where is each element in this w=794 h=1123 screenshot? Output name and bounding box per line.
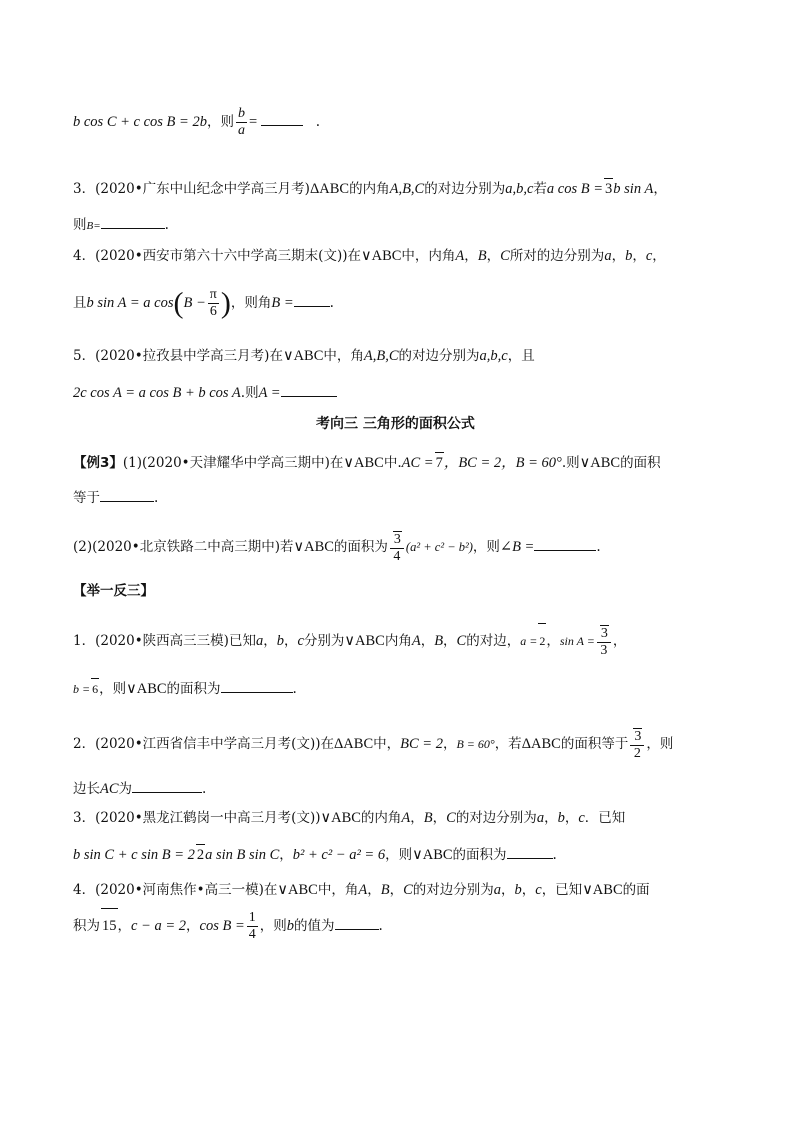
q2-tail-line: b cos C + c cos B = 2b，则 $\frac{b}{a}$ = . — [73, 106, 321, 138]
q3-number: 3． — [73, 181, 96, 197]
q4-fraction: $\frac{\pi}{6}$ — [209, 287, 217, 319]
ex3-p1-source: (2020•天津耀华中学高三期中) — [142, 455, 330, 471]
ex3-p1-answer-blank[interactable] — [100, 487, 154, 502]
j2-line1: 2．(2020•江西省信丰中学高三月考(文))在ΔABC中，BC = 2，B = 60°，若ΔABC的面积等于 $\frac{3}{2}$ ，则 — [73, 728, 674, 761]
ex3-p2-fraction: $\frac{3}{4}$ — [390, 531, 404, 565]
j4-answer-blank[interactable] — [335, 915, 379, 930]
q4-source: (2020•西安市第六十六中学高三期末(文)) — [95, 248, 348, 264]
j4-line2: 积为 15，c − a = 2，cos B = $\frac{1}{4}$ ，则b的值为 . — [73, 910, 383, 942]
ex3-p2-source: (2020•北京铁路二中高三期中) — [92, 539, 280, 555]
j4-line1: 4．(2020•河南焦作•高三一模)在∨ABC中，角A，B，C的对边分别为a，b，c，已知∨ABC的面 — [73, 882, 650, 898]
q3-line1: 3．(2020•广东中山纪念中学高三月考)ΔABC的内角A,B,C的对边分别为a,b,c若a cos B = 3b sin A， — [73, 178, 667, 199]
q3-answer-blank[interactable] — [101, 214, 165, 229]
j3-line2: b sin C + c sin B = 2 2a sin B sin C，b² + c² − a² = 6，则∨ABC的面积为 . — [73, 844, 557, 865]
q2-answer-blank[interactable] — [261, 111, 303, 126]
j2-answer-blank[interactable] — [132, 778, 202, 793]
j1-line1: 1．(2020•陕西高三三模)已知a，b，c分别为∨ABC内角A，B，C的对边，a = 2，sin A = $\frac{3}{3}$ ， — [73, 623, 626, 659]
q4-line2: 且b sin A = a cos(B − $\frac{\pi}{6}$ )，则角B = . — [73, 286, 334, 320]
j3-answer-blank[interactable] — [507, 844, 553, 859]
section-title: 考向三 三角形的面积公式 — [316, 416, 475, 432]
q5-source: (2020•拉孜县中学高三月考) — [95, 348, 270, 364]
j2-fraction: $\frac{3}{2}$ — [630, 728, 644, 762]
j4-source: (2020•河南焦作•高三一模) — [95, 882, 264, 898]
j4-number: 4． — [73, 882, 96, 898]
q5-answer-blank[interactable] — [281, 382, 337, 397]
j1-source: (2020•陕西高三三模) — [95, 633, 229, 649]
j1-number: 1． — [73, 633, 96, 649]
ex3-line1: 【例3】(1)(2020•天津耀华中学高三期中)在∨ABC中.AC = 7，BC = 2，B = 60°.则∨ABC的面积 — [73, 452, 661, 473]
q2-equation: b cos C + c cos B = 2b — [73, 114, 207, 130]
q2-prompt: ，则 — [206, 114, 234, 130]
q4-number: 4． — [73, 248, 96, 264]
q2-fraction: $\frac{b}{a}$ — [237, 106, 245, 138]
q5-line2: 2c cos A = a cos B + b cos A.则A = — [73, 382, 337, 403]
ex3-p2-answer-blank[interactable] — [534, 536, 596, 551]
j2-source: (2020•江西省信丰中学高三月考(文)) — [95, 736, 321, 752]
q3-sqrt: 3 — [604, 178, 613, 199]
ju-yi-fan-san-title: 【举一反三】 — [73, 583, 154, 599]
q3-triangle: ΔABC — [309, 181, 350, 197]
j1-fraction: $\frac{3}{3}$ — [597, 625, 611, 659]
q5-line1: 5．(2020•拉孜县中学高三月考)在∨ABC中，角A,B,C的对边分别为a,b,c，且 — [73, 348, 535, 364]
j3-number: 3． — [73, 810, 96, 826]
j1-line2: b = 6，则∨ABC的面积为 . — [73, 678, 297, 699]
ex3-line3: (2)(2020•北京铁路二中高三期中)若∨ABC的面积为 $\frac{3}{4}$ (a² + c² − b²)，则∠B = . — [73, 531, 601, 564]
q3-line2: 则B= . — [73, 214, 169, 236]
q2-end: . — [315, 114, 321, 130]
j1-answer-blank[interactable] — [221, 678, 293, 693]
q4-line1: 4．(2020•西安市第六十六中学高三期末(文))在∨ABC中，内角A，B，C所对的边分别为a，b，c， — [73, 248, 666, 264]
q4-answer-blank[interactable] — [294, 292, 330, 307]
j3-source: (2020•黑龙江鹤岗一中高三月考(文)) — [95, 810, 321, 826]
q5-number: 5． — [73, 348, 96, 364]
j2-number: 2． — [73, 736, 96, 752]
j4-fraction: $\frac{1}{4}$ — [248, 910, 256, 942]
j2-line2: 边长AC为 . — [73, 778, 206, 799]
q3-source: (2020•广东中山纪念中学高三月考) — [95, 181, 310, 197]
ex3-label: 【例3】 — [73, 455, 123, 471]
j3-line1: 3．(2020•黑龙江鹤岗一中高三月考(文))∨ABC的内角A，B，C的对边分别为a，b，c．已知 — [73, 810, 626, 826]
ex3-line2: 等于 . — [73, 487, 158, 508]
